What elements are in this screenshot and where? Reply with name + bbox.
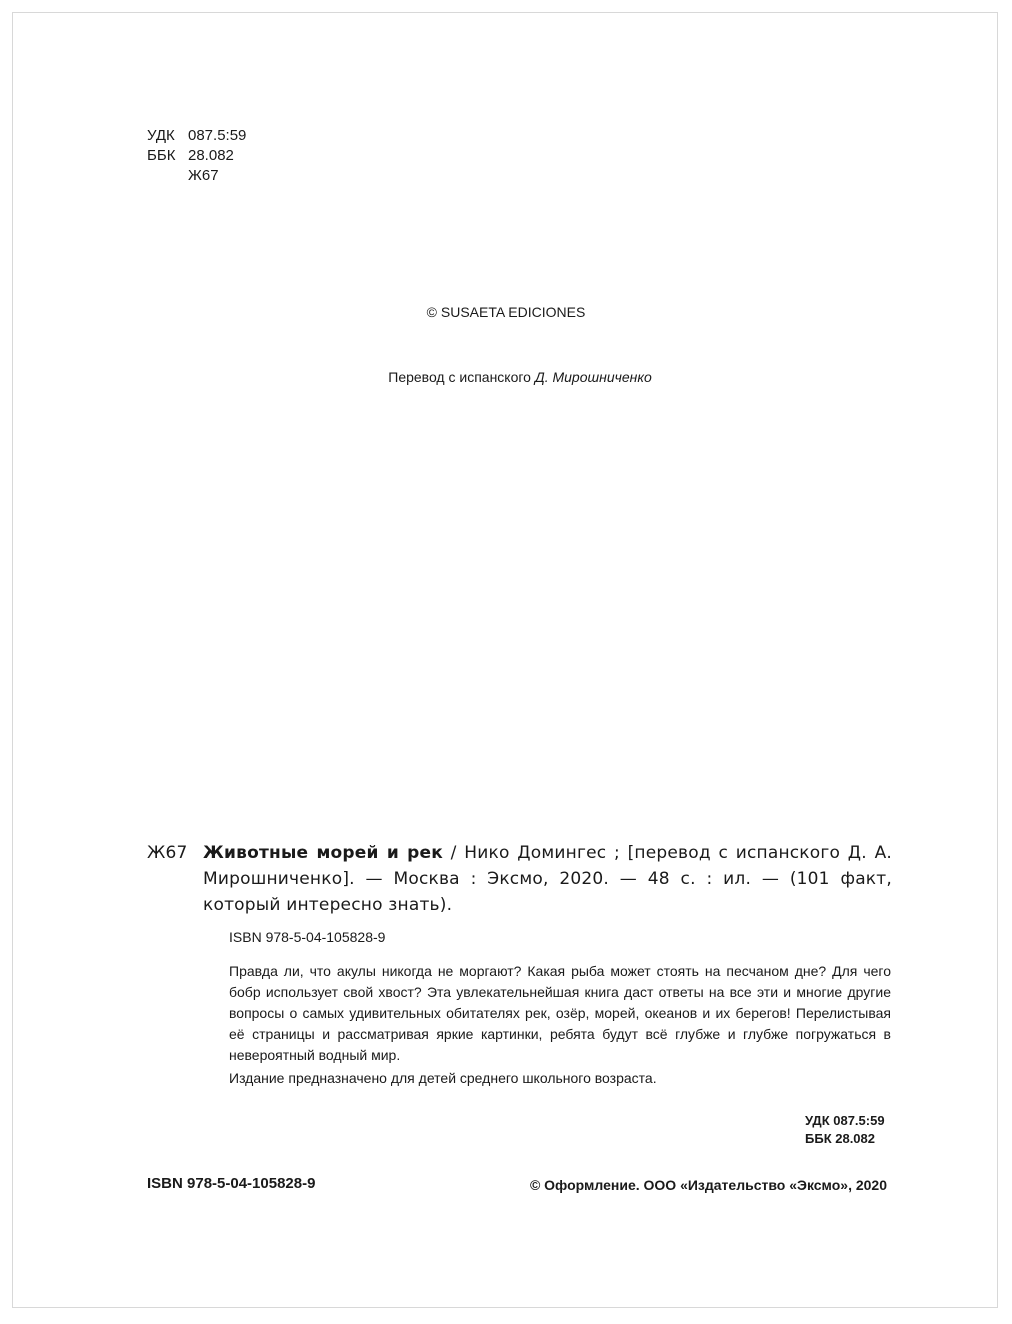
udk-label: УДК [147,127,175,144]
annotation [229,961,891,1089]
annotation-paragraph: Правда ли, что акулы никогда не моргают? Какая рыба может стоять на песчаном дне? Для чего бобр использует свой хвост? Эта увлекательнейшая книга даст ответы на все эти и многие другие вопросы о самых удивительных обитателях рек, озёр, морей, океанов и их берегов! Перелистывая её страницы и рассматривая яркие картинки, ребята будут всё глубже и глубже погружаться в невероятный водный мир. [229,963,891,1063]
biblio-details: / Нико Домингес ; [перевод с испанского Д. А. Мирошниченко]. — Москва : Эксмо, 2020. — 48 с. : ил. — (101 факт, который интересно знать). [203,843,892,915]
udk-value: 087.5:59 [188,127,247,144]
author-mark: Ж67 [188,167,219,184]
translator-name: Д. Мирошниченко [534,369,652,385]
audience-note: Издание предназначено для детей среднего школьного возраста. [229,1070,657,1086]
bbk-label: ББК [147,147,176,164]
footer-copyright: © Оформление. ООО «Издательство «Эксмо», 2020 [529,1177,887,1193]
udk-row [147,126,246,146]
isbn-line: ISBN 978-5-04-105828-9 [229,929,386,945]
bbk-right: ББК 28.082 [805,1131,875,1146]
bbk-row [147,146,246,166]
bbk-value: 28.082 [188,147,234,164]
biblio-code: Ж67 [147,843,188,863]
biblio-text [203,840,892,918]
udk-right: УДК 087.5:59 [805,1113,885,1128]
book-title: Животные морей и рек [203,843,443,863]
translation-credit [0,369,1012,385]
classification-right [805,1112,885,1148]
bibliographic-record [147,840,892,918]
translation-prefix: Перевод с испанского [388,369,531,385]
footer-isbn: ISBN 978-5-04-105828-9 [147,1175,316,1192]
classification-block [147,126,246,186]
original-copyright: © SUSAETA EDICIONES [426,304,586,320]
